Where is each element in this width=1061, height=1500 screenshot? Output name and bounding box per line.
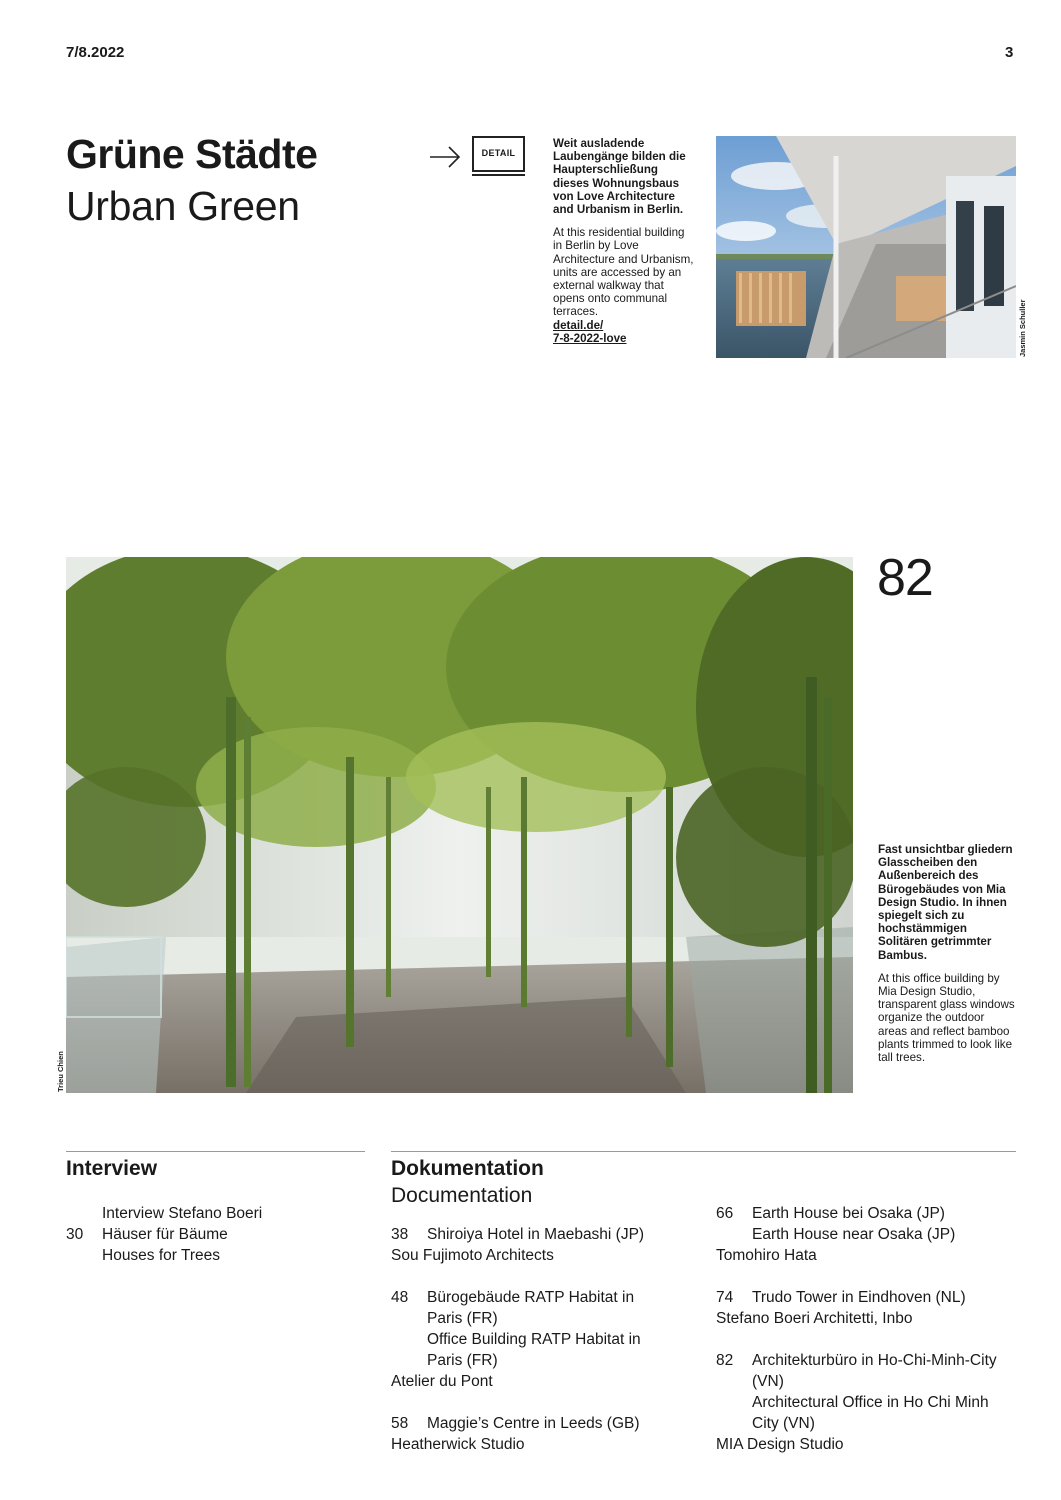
detail-link-line-1[interactable]: detail.de/ <box>553 318 604 332</box>
toc-title: Interview Stefano Boeri <box>102 1205 263 1222</box>
toc-title: Architekturbüro in Ho-Chi-Minh-City <box>752 1352 997 1369</box>
toc-title: Trudo Tower in Eindhoven (NL) <box>752 1289 966 1306</box>
side-caption-german: Fast unsichtbar gliedern Glasscheiben den Außenbereich des Bürogebäudes von Mia Design Studio. In ihnen spiegelt sich zu hochstämmigen Solitären getrimmter Bambus. <box>878 843 1013 962</box>
toc-page: 38 <box>391 1226 409 1243</box>
arrow-right-icon <box>428 140 464 174</box>
toc-architect: Heatherwick Studio <box>391 1436 525 1453</box>
list-item[interactable] <box>716 1203 1016 1266</box>
list-item[interactable] <box>391 1413 691 1455</box>
toc-title: (VN) <box>752 1373 784 1390</box>
toc-title: Shiroiya Hotel in Maebashi (JP) <box>427 1226 645 1243</box>
toc-architect: Sou Fujimoto Architects <box>391 1247 554 1264</box>
top-caption <box>553 137 695 345</box>
detail-logo[interactable] <box>472 136 528 180</box>
side-caption-english: At this office building by Mia Design Studio, transparent glass windows organize the outdoor areas and reflect bamboo plants trimmed to look like tall trees. <box>878 971 1015 1065</box>
section-heading-documentation-en: Documentation <box>391 1184 533 1207</box>
toc-title: Houses for Trees <box>102 1247 221 1264</box>
toc-title: Bürogebäude RATP Habitat in <box>427 1289 635 1306</box>
toc-page: 30 <box>66 1226 84 1243</box>
toc-page: 74 <box>716 1289 734 1306</box>
list-item[interactable] <box>716 1350 1016 1455</box>
list-item[interactable] <box>66 1203 356 1224</box>
page-number: 3 <box>1005 44 1014 61</box>
toc-page: 66 <box>716 1205 734 1222</box>
toc-page: 58 <box>391 1415 409 1432</box>
title-english: Urban Green <box>66 183 300 229</box>
toc-title: City (VN) <box>752 1415 815 1432</box>
list-item[interactable] <box>391 1224 691 1266</box>
bamboo-photo-credit: Trieu Chien <box>56 1051 65 1092</box>
toc-page: 48 <box>391 1289 409 1306</box>
list-item[interactable] <box>716 1287 1016 1329</box>
divider <box>391 1151 1016 1152</box>
toc-title: Architectural Office in Ho Chi Minh <box>752 1394 989 1411</box>
section-heading-documentation-de: Dokumentation <box>391 1157 544 1180</box>
detail-link[interactable] <box>553 319 695 345</box>
interview-list <box>66 1203 356 1266</box>
detail-logo-text: DETAIL <box>481 148 516 158</box>
issue-date: 7/8.2022 <box>66 44 125 61</box>
documentation-column-1 <box>391 1224 691 1455</box>
bamboo-photo <box>66 557 853 1093</box>
divider <box>66 1151 365 1152</box>
toc-page: 82 <box>716 1352 734 1369</box>
toc-architect: Stefano Boeri Architetti, Inbo <box>716 1310 913 1327</box>
toc-architect: MIA Design Studio <box>716 1436 844 1453</box>
toc-title: Paris (FR) <box>427 1352 498 1369</box>
list-item[interactable] <box>391 1287 691 1392</box>
walkway-photo-credit: Jasmin Schuller <box>1018 299 1027 357</box>
top-caption-english: At this residential building in Berlin by Love Architecture and Urbanism, units are accessed by an external walkway that opens onto communal terraces. <box>553 226 694 319</box>
detail-link-line-2[interactable]: 7-8-2022-love <box>553 331 627 345</box>
toc-title: Office Building RATP Habitat in <box>427 1331 641 1348</box>
toc-title: Earth House bei Osaka (JP) <box>752 1205 945 1222</box>
feature-page-number: 82 <box>877 549 933 607</box>
list-item[interactable] <box>66 1224 356 1245</box>
title-german: Grüne Städte <box>66 131 318 177</box>
toc-title: Earth House near Osaka (JP) <box>752 1226 956 1243</box>
toc-title: Paris (FR) <box>427 1310 498 1327</box>
toc-title: Häuser für Bäume <box>102 1226 228 1243</box>
toc-architect: Atelier du Pont <box>391 1373 493 1390</box>
documentation-column-2 <box>716 1203 1016 1455</box>
list-item[interactable] <box>66 1245 356 1266</box>
toc-architect: Tomohiro Hata <box>716 1247 817 1264</box>
top-caption-german: Weit ausladende Laubengänge bilden die Haupterschließung dieses Wohnungsbaus von Love Architecture and Urbanism in Berlin. <box>553 137 686 217</box>
toc-title: Maggie’s Centre in Leeds (GB) <box>427 1415 640 1432</box>
walkway-photo <box>716 136 1016 358</box>
section-heading-interview: Interview <box>66 1157 158 1180</box>
side-caption <box>878 843 1016 1064</box>
